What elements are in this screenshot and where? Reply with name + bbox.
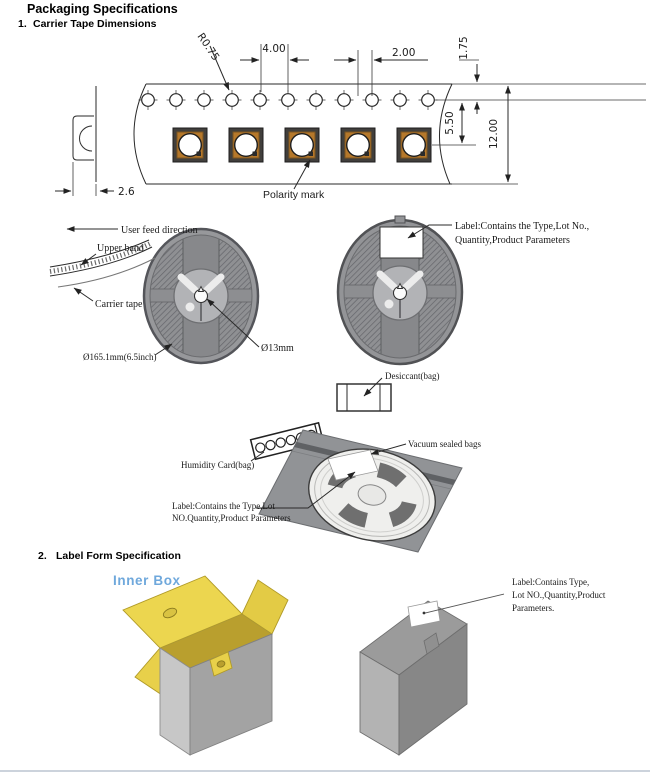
hub-diameter-label: Ø13mm bbox=[261, 343, 294, 354]
carrier-tape-label: Carrier tape bbox=[95, 299, 143, 310]
vacuum-bag-label: Vacuum sealed bags bbox=[408, 439, 481, 449]
bag-label-line2: NO.Quantity,Product Parameters bbox=[172, 513, 291, 523]
dim-r0-75 bbox=[195, 31, 229, 90]
dim-edge-label: 1.75 bbox=[458, 36, 470, 60]
dim-2-00 bbox=[334, 47, 428, 96]
reel-label-line1: Label:Contains the Type,Lot No., bbox=[455, 221, 590, 232]
dim-hole-pocket-label: 5.50 bbox=[444, 111, 456, 135]
dim-pitch-label: 4.00 bbox=[262, 43, 286, 55]
dim-width-label: 12.00 bbox=[488, 118, 500, 150]
outer-box-illustration bbox=[360, 594, 504, 755]
reel-front-view bbox=[144, 229, 258, 363]
tape-side-view bbox=[55, 86, 135, 198]
dim-4-00 bbox=[240, 43, 309, 92]
section1-number: 1. bbox=[18, 18, 27, 30]
outer-box-label-callout bbox=[512, 577, 606, 613]
section2-number: 2. bbox=[38, 550, 47, 562]
dim-offset-label: 2.00 bbox=[392, 47, 416, 59]
dim-1-75 bbox=[436, 36, 646, 114]
carrier-tape-drawing bbox=[55, 31, 646, 201]
humidity-card-label: Humidity Card(bag) bbox=[181, 460, 255, 470]
polarity-label: Polarity mark bbox=[263, 189, 325, 201]
desiccant-label: Desiccant(bag) bbox=[385, 371, 440, 381]
dim-thickness-label: 2.6 bbox=[118, 186, 135, 198]
reel-diameter-label: Ø165.1mm(6.5inch) bbox=[83, 352, 157, 362]
desiccant-bag bbox=[337, 371, 439, 411]
reel-label-sticker bbox=[380, 227, 423, 258]
sprocket-holes bbox=[139, 90, 438, 110]
feed-direction-label: User feed direction bbox=[121, 225, 198, 236]
reel-back-view bbox=[338, 216, 462, 364]
vacuum-bag-assembly bbox=[172, 423, 481, 552]
dim-5-50 bbox=[432, 103, 476, 145]
inner-box-title: Inner Box bbox=[113, 573, 181, 588]
outer-label-line1: Label:Contains Type, bbox=[512, 577, 590, 587]
bag-label-line1: Label:Contains the Type,Lot bbox=[172, 501, 275, 511]
outer-label-line3: Parameters. bbox=[512, 603, 555, 613]
outer-label-line2: Lot NO.,Quantity,Product bbox=[512, 590, 606, 600]
upper-band-label: Upper band bbox=[97, 243, 144, 254]
page-title: Packaging Specifications bbox=[27, 2, 178, 16]
dim-radius-label: R0.75 bbox=[194, 30, 222, 64]
reel-label-line2: Quantity,Product Parameters bbox=[455, 235, 570, 246]
polarity-callout bbox=[263, 160, 325, 201]
section2-title: Label Form Specification bbox=[56, 550, 181, 562]
section1-title: Carrier Tape Dimensions bbox=[33, 18, 157, 30]
inner-box-illustration bbox=[123, 576, 288, 755]
component-pockets bbox=[173, 128, 431, 162]
